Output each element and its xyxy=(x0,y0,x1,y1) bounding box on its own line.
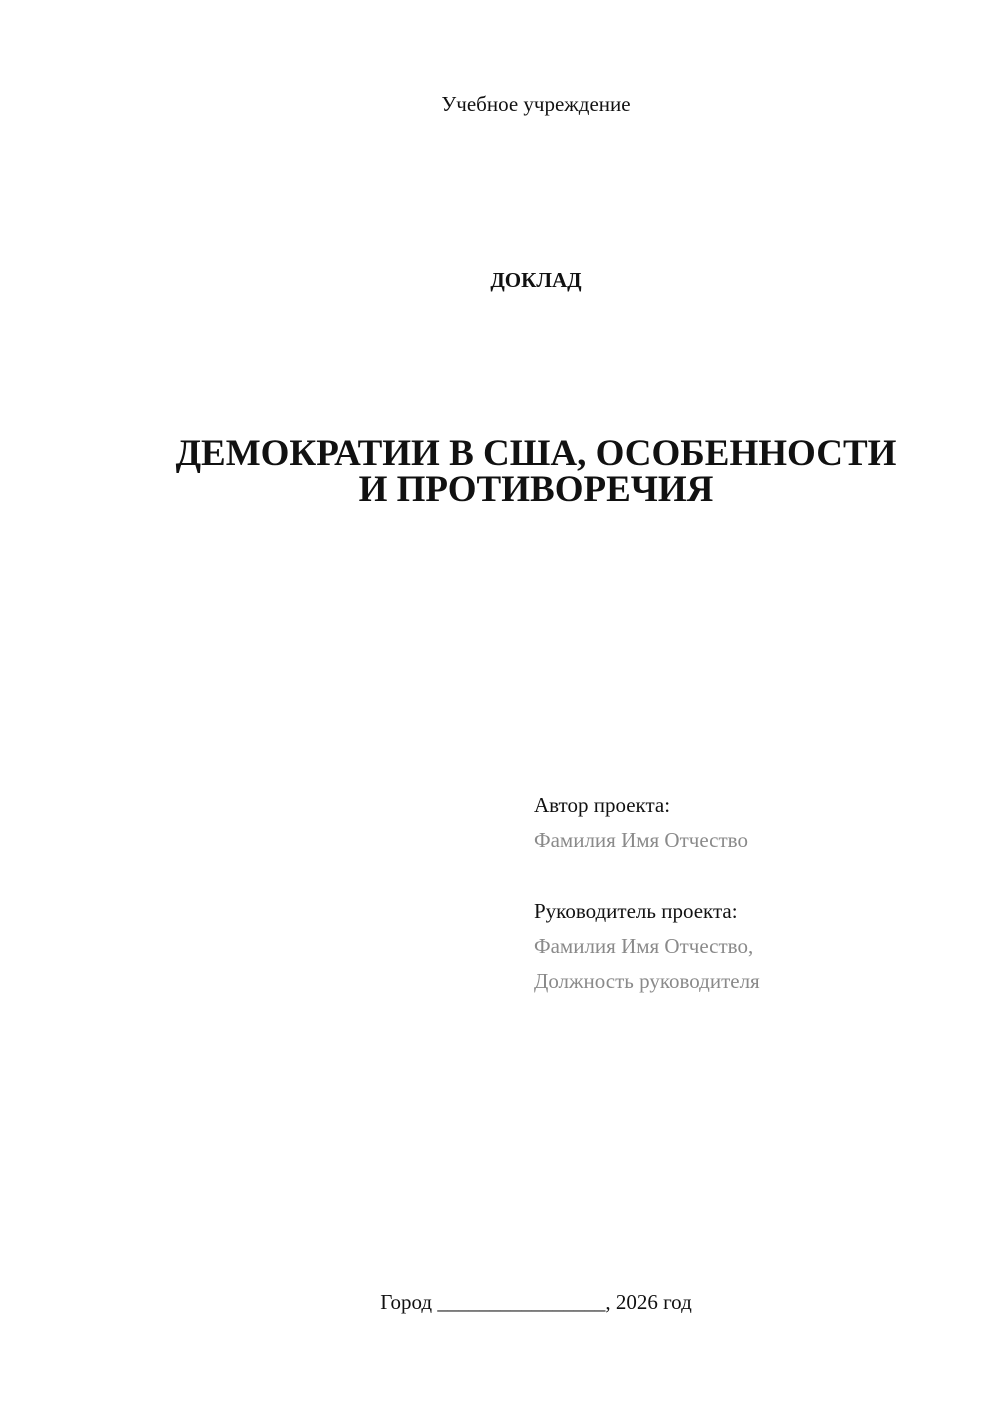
supervisor-label: Руководитель проекта: xyxy=(534,899,738,923)
city-year-line: Город ________________, 2026 год xyxy=(380,1290,692,1314)
supervisor-name: Фамилия Имя Отчество, xyxy=(534,934,754,958)
institution-name: Учебное учреждение xyxy=(441,92,631,116)
supervisor-position: Должность руководителя xyxy=(534,969,760,993)
document-title-line-2: И ПРОТИВОРЕЧИЯ xyxy=(358,469,714,510)
author-label: Автор проекта: xyxy=(534,793,671,817)
document-title xyxy=(100,433,972,510)
document-type: ДОКЛАД xyxy=(490,268,582,292)
document-title-line-1: ДЕМОКРАТИИ В США, ОСОБЕННОСТИ xyxy=(175,433,897,474)
author-name: Фамилия Имя Отчество xyxy=(534,828,748,852)
signature-block xyxy=(534,788,954,999)
spacer xyxy=(534,858,954,894)
